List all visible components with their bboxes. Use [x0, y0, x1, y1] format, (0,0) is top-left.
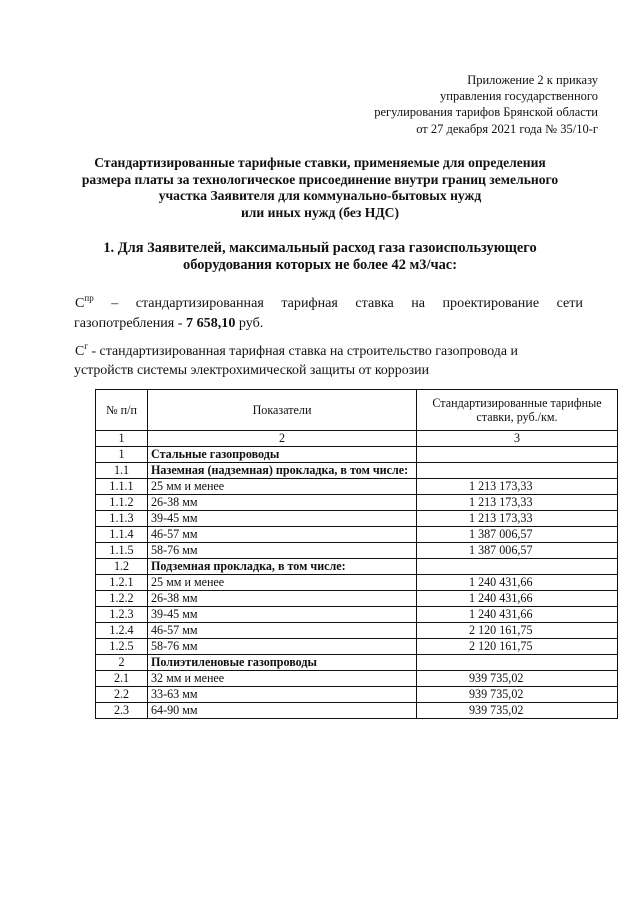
- header-rate: Стандартизированные тарифные ставки, руб./км.: [417, 390, 618, 431]
- rate-symbol: $С^г$: [75, 341, 88, 359]
- row-number: 1.1.2: [96, 495, 148, 511]
- row-number: 1: [96, 447, 148, 463]
- paragraph-line: [75, 293, 583, 313]
- column-number-row: [96, 431, 618, 447]
- title-line: Стандартизированные тарифные ставки, применяемые для определения: [94, 155, 546, 170]
- row-rate: 939 735,02: [417, 703, 618, 719]
- row-rate: 939 735,02: [417, 671, 618, 687]
- row-indicator: Полиэтиленовые газопроводы: [148, 655, 417, 671]
- row-rate: 1 213 173,33: [417, 495, 618, 511]
- table-row: [96, 495, 618, 511]
- row-indicator: 26-38 мм: [148, 495, 417, 511]
- paragraph-line: $С^г$ - стандартизированная тарифная ставка на строительство газопровода и: [75, 341, 518, 359]
- row-indicator: 26-38 мм: [148, 591, 417, 607]
- row-indicator: Наземная (надземная) прокладка, в том числе:: [148, 463, 417, 479]
- header-indicator: Показатели: [148, 390, 417, 431]
- row-number: 1.1.4: [96, 527, 148, 543]
- row-number: 1.1.5: [96, 543, 148, 559]
- title-line: участка Заявителя для коммунально-бытовых нужд: [158, 188, 482, 204]
- row-indicator: 46-57 мм: [148, 623, 417, 639]
- row-indicator: 25 мм и менее: [148, 479, 417, 495]
- table-row: [96, 575, 618, 591]
- row-rate: 1 240 431,66: [417, 607, 618, 623]
- table-row: [96, 687, 618, 703]
- table-row: [96, 511, 618, 527]
- appendix-line: Приложение 2 к приказу: [467, 73, 598, 87]
- row-number: 1.2.1: [96, 575, 148, 591]
- row-number: 1.2: [96, 559, 148, 575]
- appendix-line: регулирования тарифов Брянской области: [374, 105, 598, 120]
- row-indicator: 39-45 мм: [148, 607, 417, 623]
- row-indicator: 58-76 мм: [148, 543, 417, 559]
- row-indicator: 46-57 мм: [148, 527, 417, 543]
- word: –: [111, 295, 119, 311]
- construction-rate-paragraph: [75, 342, 595, 380]
- word: ставка: [355, 295, 394, 311]
- table-group-row: [96, 559, 618, 575]
- table-row: [96, 479, 618, 495]
- row-indicator: 25 мм и менее: [148, 575, 417, 591]
- appendix-line: от 27 декабря 2021 года № 35/10-г: [416, 121, 598, 136]
- section-line: 1. Для Заявителей, максимальный расход газа газоиспользующего: [103, 240, 537, 256]
- row-number: 1.2.4: [96, 623, 148, 639]
- row-indicator: 32 мм и менее: [148, 671, 417, 687]
- paragraph-line: устройств системы электрохимической защиты от коррозии: [74, 363, 429, 378]
- section-heading: [60, 240, 580, 274]
- row-number: 2.1: [96, 671, 148, 687]
- table-header-row: [96, 390, 618, 431]
- row-rate: [417, 447, 618, 463]
- row-rate: 2 120 161,75: [417, 623, 618, 639]
- design-rate-paragraph: [75, 293, 583, 333]
- appendix-line: управления государственного: [440, 89, 598, 104]
- row-rate: 1 240 431,66: [417, 591, 618, 607]
- column-number: 3: [417, 431, 618, 447]
- table-row: [96, 671, 618, 687]
- row-number: 2.3: [96, 703, 148, 719]
- table-group-row: [96, 655, 618, 671]
- column-number: 1: [96, 431, 148, 447]
- column-number: 2: [148, 431, 417, 447]
- row-indicator: 58-76 мм: [148, 639, 417, 655]
- row-indicator: Подземная прокладка, в том числе:: [148, 559, 417, 575]
- table-row: [96, 639, 618, 655]
- table-row: [96, 543, 618, 559]
- row-number: 1.2.3: [96, 607, 148, 623]
- row-rate: [417, 559, 618, 575]
- word: проектирование: [442, 295, 540, 311]
- row-number: 2: [96, 655, 148, 671]
- section-line: оборудования которых не более 42 м3/час:: [183, 257, 457, 273]
- table-group-row: [96, 463, 618, 479]
- table-group-row: [96, 447, 618, 463]
- paragraph-line: газопотребления - 7 658,10 руб.: [74, 315, 264, 331]
- row-indicator: 33-63 мм: [148, 687, 417, 703]
- design-rate-value: 7 658,10: [186, 315, 236, 331]
- word: сети: [556, 295, 583, 311]
- row-number: 1.1.3: [96, 511, 148, 527]
- table-row: [96, 703, 618, 719]
- table-row: [96, 591, 618, 607]
- header-number: № п/п: [96, 390, 148, 431]
- table-row: [96, 607, 618, 623]
- row-number: 1.2.2: [96, 591, 148, 607]
- row-rate: 939 735,02: [417, 687, 618, 703]
- row-rate: 1 387 006,57: [417, 543, 618, 559]
- row-rate: 1 213 173,33: [417, 479, 618, 495]
- row-number: 2.2: [96, 687, 148, 703]
- row-rate: 2 120 161,75: [417, 639, 618, 655]
- table-row: [96, 623, 618, 639]
- word: стандартизированная: [135, 295, 264, 311]
- row-number: 1.1.1: [96, 479, 148, 495]
- row-number: 1.1: [96, 463, 148, 479]
- row-number: 1.2.5: [96, 639, 148, 655]
- row-rate: 1 387 006,57: [417, 527, 618, 543]
- word: тарифная: [281, 295, 338, 311]
- row-rate: 1 213 173,33: [417, 511, 618, 527]
- row-rate: [417, 655, 618, 671]
- row-rate: 1 240 431,66: [417, 575, 618, 591]
- title-line: размера платы за технологическое присоединение внутри границ земельного: [81, 171, 559, 187]
- word: на: [411, 295, 426, 311]
- row-indicator: 64-90 мм: [148, 703, 417, 719]
- row-indicator: 39-45 мм: [148, 511, 417, 527]
- row-rate: [417, 463, 618, 479]
- title-line: или иных нужд (без НДС): [240, 204, 400, 220]
- table-row: [96, 527, 618, 543]
- document-title: [40, 155, 600, 221]
- rate-symbol: $С^{пр}$: [75, 293, 94, 311]
- appendix-reference: [374, 72, 598, 137]
- tariff-table: [95, 389, 618, 719]
- row-indicator: Стальные газопроводы: [148, 447, 417, 463]
